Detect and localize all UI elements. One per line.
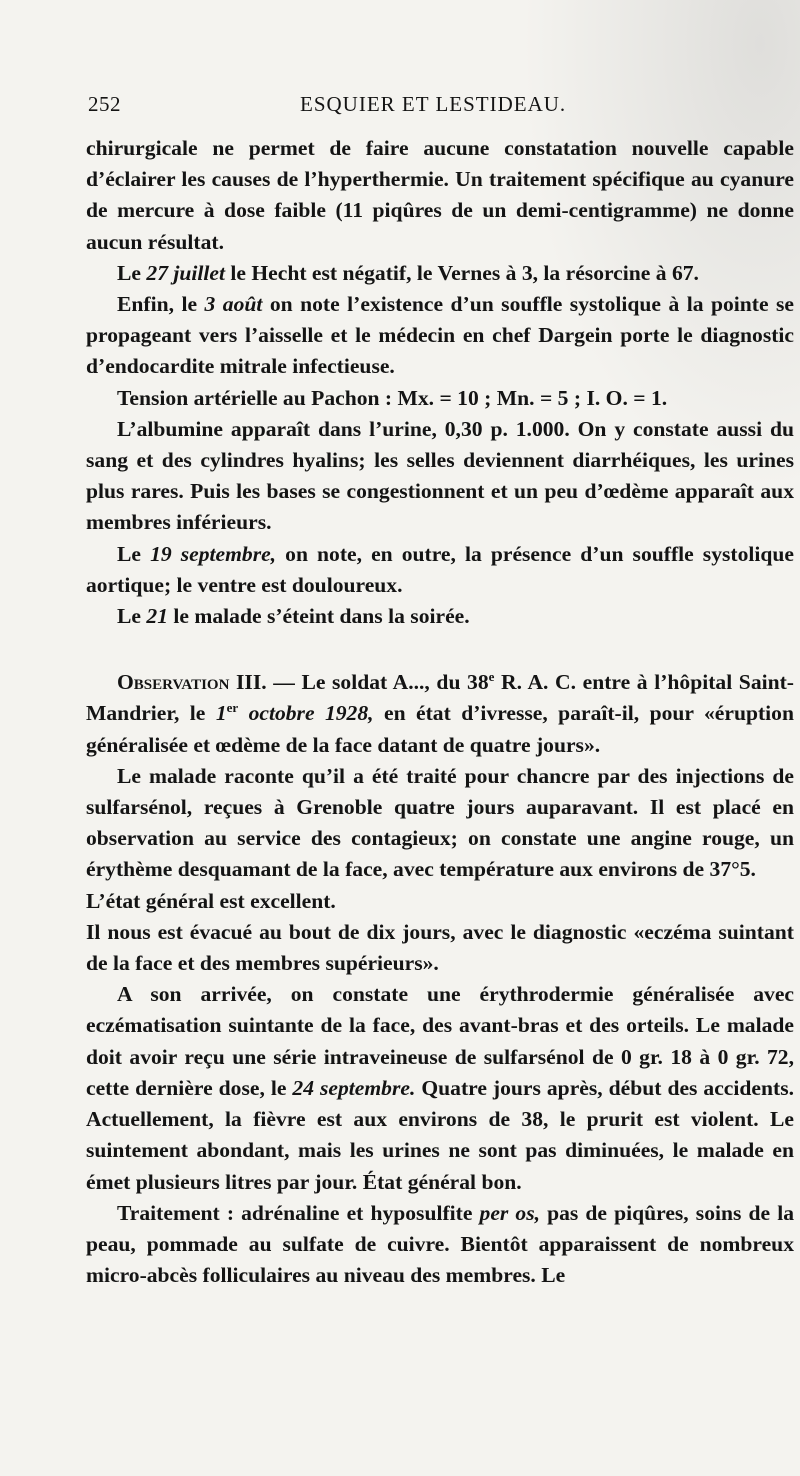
superscript: e [488,669,495,685]
paragraph-text: on note l’existence d’un souffle systolique à la pointe se propageant vers l’aisselle et le médecin en chef Dargein porte le diagnostic d’endocardite mitrale infectieuse. [86,292,794,379]
paragraph [86,601,794,632]
observation-heading: Observation III. [117,670,267,695]
paragraph-text: L’état général est excellent. [86,888,336,913]
paragraph-text: — Le soldat A..., du 38 [266,670,489,695]
date-text: 19 septembre, [150,541,277,566]
running-title: ESQUIER ET LESTIDEAU. [300,92,567,116]
date-text: 3 août [204,292,263,317]
paragraph [86,886,794,917]
paragraph-text: R. A. C. entre à l’hôpital Saint-Mandrier, le [86,670,795,726]
paragraph [86,539,794,601]
paragraph-text: Enfin, le [117,292,205,317]
paragraph-text: pas de piqûres, soins de la peau, pommade au sulfate de cuivre. Bientôt apparaissent de nombreux micro-abcès folliculaires au niveau des membres. Le [86,1200,794,1288]
observation-paragraph [86,667,794,761]
paragraph [86,414,794,539]
paragraph [86,258,794,289]
paragraph-text: on note, en outre, la présence d’un souffle systolique aortique; le ventre est douloureux. [86,541,794,597]
paragraph-text: chirurgicale ne permet de faire aucune constatation nouvelle capable d’éclairer les causes de l’hyperthermie. Un traitement spécifique au cyanure de mercure à dose faible (11 piqûres de un demi-centigramme) ne donne aucun résultat. [86,136,794,254]
emphasis-text: per os, [479,1200,541,1225]
paragraph [86,761,794,886]
paragraph-text: Le [117,541,151,566]
paragraph-text: le Hecht est négatif, le Vernes à 3, la résorcine à 67. [224,260,699,285]
date-text: octobre 1928, [238,701,374,726]
paragraph-text: Tension artérielle au Pachon : Mx. = 10 ; Mn. = 5 ; I. O. = 1. [117,385,668,410]
paragraph-text: Le [117,604,147,629]
date-text: 21 [146,604,168,629]
paragraph-text: en état d’ivresse, paraît-il, pour «éruption généralisée et œdème de la face datant de quatre jours». [86,701,794,757]
paragraph-text: Le [117,260,147,285]
paragraph-text: A son arrivée, on constate une érythrodermie généralisée avec eczématisation suintante de la face, des avant-bras et des orteils. Le malade doit avoir reçu une série intraveineuse de sulfarsénol de 0 gr. 18 à 0 gr. 72, cette dernière dose, le [86,982,794,1100]
paragraph [86,979,794,1197]
paragraph [86,917,794,979]
paragraph [86,1198,794,1292]
paragraph-text: Le malade raconte qu’il a été traité pour chancre par des injections de sulfarsénol, reçues à Grenoble quatre jours auparavant. Il est placé en observation au service des contagieux; on constate une angine rouge, un érythème desquamant de la face, avec température aux environs de 37°5. [86,763,794,882]
paragraph [86,133,794,258]
paragraph-text: le malade s’éteint dans la soirée. [167,604,470,629]
date-text: 27 juillet [146,260,225,285]
paragraph-text: L’albumine apparaît dans l’urine, 0,30 p. 1.000. On y constate aussi du sang et des cylindres hyalins; les selles deviennent diarrhéiques, les urines plus rares. Puis les bases se congestionnent et un peu d’œdème apparaît aux membres inférieurs. [86,416,794,535]
superscript: er [226,700,239,716]
paragraph-text: Quatre jours après, début des accidents. Actuellement, la fièvre est aux environs de 38, le prurit est violent. Le suintement abondant, mais les urines ne sont pas diminuées, le malade en émet plusieurs litres par jour. État général bon. [86,1075,794,1194]
paragraph [86,289,794,383]
page-number: 252 [88,92,121,116]
paragraph-text: Traitement : adrénaline et hyposulfite [117,1200,480,1225]
date-text: 24 septembre. [292,1075,416,1100]
date-text: 1 [215,701,227,726]
body-text [86,133,794,1291]
page-header [88,92,783,122]
paragraph-text: Il nous est évacué au bout de dix jours, avec le diagnostic «eczéma suintant de la face et des membres supérieurs». [86,919,794,976]
paragraph [86,383,794,414]
section-gap [86,632,794,667]
